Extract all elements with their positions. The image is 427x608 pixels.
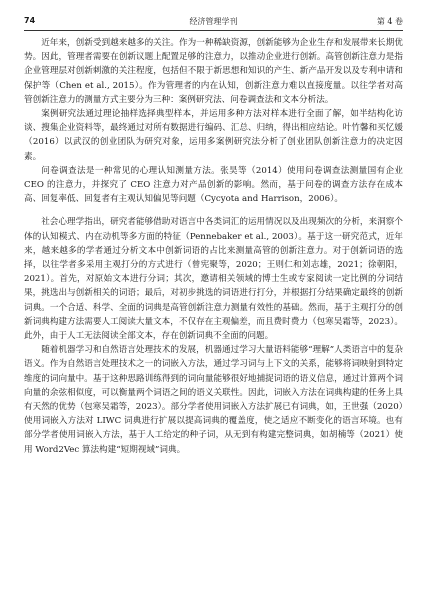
journal-title: 经济管理学刊 — [189, 17, 238, 26]
paragraph-text-analysis: 社会心理学指出，研究者能够借助对语言中各类词汇的运用情况以及出现频次的分析，来洞察个体的认知模式、内在动机等多方面的特征（Pennebaker et al., 2003）。基于这一研究范式，近年来，越来越多的学者通过分析文本中创新词语的占比来测量高管的创新注意力。对于创新词语的选择，以往学者多采用主观打分的方式进行（曾宪聚等，2020；王则仁和刘志雄，2021；徐朝阳，2021）。首先，对原始文本进行分词；其次，邀请相关领域的博士生或专家阅读一定比例的分词结果，挑选出与创新相关的词语；最后，对初步挑选的词语进行打分，并根据打分结果确定最终的创新词典。一个合适、科学、全面的词典是高管创新注意力测量有效性的基础。然而，基于主观打分的创新词典构建方法需要人工阅读大量文本，不仅存在主观偏差，而且费时费力（包寒吴霜等，2023）。此外，由于人工无法阅读全部文本，存在创新词典不全面的问题。 — [24, 217, 403, 342]
paragraph-word-embedding: 随着机器学习和自然语言处理技术的发展，机器通过学习大量语料能够“理解”人类语言中的复杂语义。作为自然语言处理技术之一的词嵌入方法，通过学习词与上下文的关系，能够将词映射到特定维度的词向量中。基于这种思路训练得到的词向量能够很好地捕捉词语的语义信息，通过计算两个词向量的余弦相似度，可以衡量两个词语之间的语义关联性。因此，词嵌入方法在词典构建的任务上具有天然的优势（包寒吴霜等，2023）。部分学者使用词嵌入方法扩展已有词典，如，王世强（2020）使用词嵌入方法对 LIWC 词典进行扩展以提高词典的覆盖度，使之适应不断变化的语言环境。也有部分学者使用词嵌入方法，基于人工给定的种子词，从无到有构建完整词典，如胡楠等（2021）使用 Word2Vec 算法构建“短期视域”词典。 — [24, 345, 403, 455]
paragraph-case-study: 案例研究法通过理论抽样选择典型样本，并运用多种方法对样本进行全面了解，如半结构化访谈、搜集企业资料等，最终通过对所有数据进行编码、汇总、归纳，得出相应结论。叶竹馨和买忆媛（2016）以武汉的创业团队为研究对象，运用多案例研究法分析了创业团队创新注意力的决定因素。 — [24, 109, 403, 162]
paragraph-intro: 近年来，创新受到越来越多的关注。作为一种稀缺资源，创新能够为企业生存和发展带来长期优势。因此，管理者需要在创新议题上配置足够的注意力，以推动企业进行创新。高管创新注意力是指企业管理层对创新刺激的关注程度，包括但不限于新思想和知识的产生、新产品开发以及专利申请和保护等（Chen et al., 2015）。作为管理者的内在认知，创新注意力难以直接度量。以往学者对高管创新注意力的测量方式主要分为三种：案例研究法、问卷调查法和文本分析法。 — [24, 38, 403, 105]
article-body — [24, 36, 403, 457]
volume-label: 第 4 卷 — [376, 17, 403, 26]
paragraph-questionnaire: 问卷调查法是一种常见的心理认知测量方法。张昊等（2014）使用问卷调查法测量国有企业 CEO 的注意力，并探究了 CEO 注意力对产品创新的影响。然而，基于问卷的调查方法存在成本高、回复率低、回复者有主观认知偏见等问题（Cycyota and Harrison，2006）。 — [24, 165, 403, 205]
running-header — [24, 14, 403, 31]
page-number: 74 — [24, 16, 36, 25]
